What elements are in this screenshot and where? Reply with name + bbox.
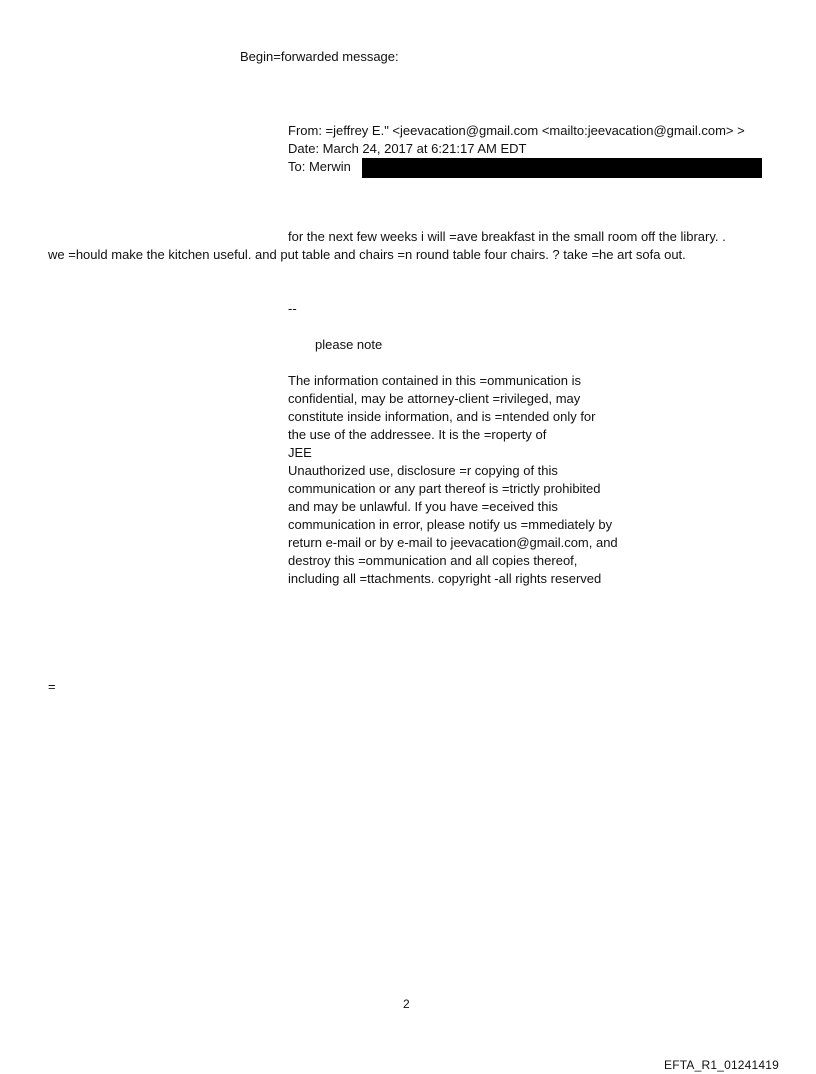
redaction-bar	[362, 158, 762, 178]
disclaimer-line: The information contained in this =ommunication is	[288, 373, 582, 388]
bates-number: EFTA_R1_01241419	[664, 1058, 780, 1072]
date-line: Date: March 24, 2017 at 6:21:17 AM EDT	[288, 141, 527, 156]
disclaimer-line: and may be unlawful. If you have =eceived this	[288, 499, 558, 514]
to-line: To: Merwin	[288, 159, 351, 174]
disclaimer-line: return e-mail or by e-mail to jeevacation@gmail.com, and	[288, 535, 618, 550]
disclaimer-line: including all =ttachments. copyright -all rights reserved	[288, 571, 602, 586]
disclaimer-line: communication in error, please notify us =mmediately by	[288, 517, 613, 532]
body-line-1: for the next few weeks i will =ave breakfast in the small room off the library. .	[288, 229, 726, 244]
disclaimer-line: destroy this =ommunication and all copies thereof,	[288, 553, 578, 568]
page-number: 2	[403, 997, 410, 1011]
disclaimer-line: communication or any part thereof is =trictly prohibited	[288, 481, 601, 496]
disclaimer-line: constitute inside information, and is =ntended only for	[288, 409, 596, 424]
body-line-2: we =hould make the kitchen useful. and put table and chairs =n round table four chairs. ? take =he art sofa out.	[48, 247, 686, 262]
please-note: please note	[315, 337, 383, 352]
trailing-mark: =	[48, 679, 56, 694]
from-line: From: =jeffrey E." <jeevacation@gmail.com <mailto:jeevacation@gmail.com> >	[288, 123, 745, 138]
signature-separator: --	[288, 301, 297, 316]
disclaimer-line: JEE	[288, 445, 312, 460]
disclaimer-line: the use of the addressee. It is the =roperty of	[288, 427, 547, 442]
disclaimer-line: Unauthorized use, disclosure =r copying of this	[288, 463, 558, 478]
disclaimer-line: confidential, may be attorney-client =rivileged, may	[288, 391, 581, 406]
disclaimer-block	[288, 372, 618, 588]
forward-header: Begin=forwarded message:	[240, 49, 399, 64]
